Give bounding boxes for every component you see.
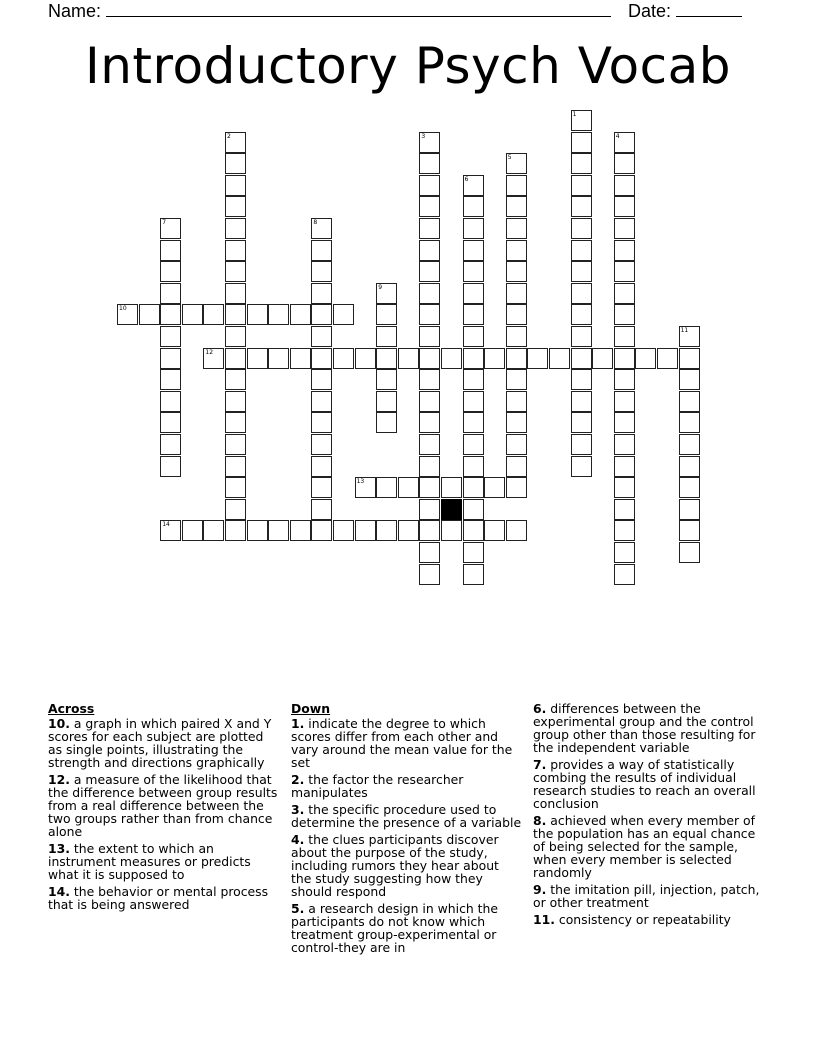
crossword-cell[interactable] (225, 304, 246, 325)
crossword-cell[interactable] (311, 477, 332, 498)
across-clue (48, 885, 280, 911)
crossword-cell[interactable] (463, 196, 484, 217)
clue-number-label: 14. (48, 884, 70, 899)
crossword-cell[interactable] (160, 456, 181, 477)
clue-number-label: 6. (533, 701, 547, 716)
clue-number: 14 (162, 521, 170, 529)
crossword-cell[interactable] (614, 261, 635, 282)
clue-text: the imitation pill, injection, patch, or other treatment (533, 882, 760, 910)
crossword-cell[interactable] (571, 456, 592, 477)
crossword-cell[interactable] (506, 240, 527, 261)
crossword-cell[interactable] (463, 520, 484, 541)
crossword-cell[interactable] (376, 369, 397, 390)
crossword-cell[interactable] (614, 196, 635, 217)
crossword-cell[interactable] (614, 218, 635, 239)
crossword-cell[interactable] (614, 153, 635, 174)
crossword-cell[interactable] (290, 348, 311, 369)
down-clues-col1 (291, 702, 523, 958)
crossword-cell[interactable] (614, 456, 635, 477)
crossword-cell[interactable] (571, 369, 592, 390)
crossword-cell[interactable] (614, 304, 635, 325)
crossword-cell[interactable] (571, 132, 592, 153)
clue-number: 5 (507, 154, 512, 162)
crossword-cell[interactable] (463, 412, 484, 433)
crossword-cell[interactable] (614, 520, 635, 541)
crossword-cell[interactable] (376, 348, 397, 369)
crossword-cell[interactable] (290, 304, 311, 325)
crossword-cell[interactable] (311, 283, 332, 304)
crossword-cell[interactable] (419, 283, 440, 304)
clue-number: 7 (162, 219, 167, 226)
name-blank[interactable] (106, 0, 611, 17)
clue-number-label: 3. (291, 802, 305, 817)
crossword-cell[interactable] (398, 348, 419, 369)
crossword-cell[interactable] (614, 369, 635, 390)
across-heading: Across (48, 701, 95, 716)
crossword-cell[interactable] (419, 456, 440, 477)
crossword-cell[interactable] (225, 499, 246, 520)
crossword-cell[interactable] (441, 477, 462, 498)
crossword-cell[interactable] (376, 304, 397, 325)
crossword-cell[interactable] (679, 391, 700, 412)
clue-number: 2 (227, 132, 231, 140)
crossword-cell[interactable] (506, 153, 527, 174)
crossword-cell[interactable] (398, 477, 419, 498)
clue-text: achieved when every member of the population has an equal chance of being selected for the sample, when every member is selected randomly (533, 813, 756, 880)
crossword-cell[interactable] (506, 348, 527, 369)
crossword-cell[interactable] (463, 348, 484, 369)
clue-text: a graph in which paired X and Y scores for each subject are plotted as single points, illustrating the strength and directions graphically (48, 716, 272, 770)
crossword-cell[interactable] (679, 369, 700, 390)
crossword-cell[interactable] (549, 348, 570, 369)
crossword-cell[interactable] (463, 564, 484, 585)
crossword-cell[interactable] (506, 477, 527, 498)
crossword-cell[interactable] (376, 391, 397, 412)
crossword-cell[interactable] (419, 326, 440, 347)
crossword-cell[interactable] (679, 520, 700, 541)
crossword-cell[interactable] (311, 348, 332, 369)
clue-number: 8 (313, 219, 318, 226)
crossword-cell[interactable] (419, 369, 440, 390)
clue-text: the behavior or mental process that is being answered (48, 884, 269, 912)
crossword-cell[interactable] (376, 326, 397, 347)
page-title: Introductory Psych Vocab (84, 37, 731, 95)
clue-number-label: 5. (291, 901, 305, 916)
crossword-cell[interactable] (225, 218, 246, 239)
clue-number: 4 (615, 132, 620, 140)
clue-number-label: 7. (533, 757, 547, 772)
crossword-cell[interactable] (506, 456, 527, 477)
down-clue (291, 833, 523, 898)
crossword-cell[interactable] (203, 348, 224, 369)
crossword-cell[interactable] (506, 218, 527, 239)
crossword-cell[interactable] (225, 153, 246, 174)
crossword-cell[interactable] (160, 520, 181, 541)
clue-number: 3 (421, 132, 426, 140)
crossword-cell[interactable] (571, 196, 592, 217)
crossword-cell[interactable] (571, 412, 592, 433)
crossword-cell[interactable] (463, 391, 484, 412)
clue-text: provides a way of statistically combing the results of individual research studies to reach an overall conclusion (533, 757, 756, 811)
crossword-cell[interactable] (679, 542, 700, 563)
crossword-cell[interactable] (203, 304, 224, 325)
crossword-cell[interactable] (160, 412, 181, 433)
clue-text: differences between the experimental group and the control group other than those resulting for the independent variable (533, 701, 756, 755)
crossword-cell[interactable] (419, 261, 440, 282)
crossword-cell[interactable] (571, 175, 592, 196)
crossword-cell[interactable] (679, 499, 700, 520)
crossword-cell[interactable] (506, 520, 527, 541)
crossword-cell[interactable] (419, 499, 440, 520)
crossword-cell[interactable] (225, 326, 246, 347)
crossword-cell[interactable] (333, 520, 354, 541)
down-clue (533, 702, 769, 754)
clue-number-label: 11. (533, 912, 555, 927)
clue-text: the clues participants discover about the purpose of the study, including rumors they hear about the study suggesting how they should respond (291, 832, 499, 899)
crossword-cell[interactable] (311, 261, 332, 282)
crossword-cell[interactable] (225, 412, 246, 433)
crossword-cell[interactable] (506, 283, 527, 304)
crossword-cell[interactable] (182, 304, 203, 325)
crossword-cell[interactable] (463, 240, 484, 261)
crossword-cell[interactable] (268, 520, 289, 541)
crossword-cell[interactable] (571, 261, 592, 282)
crossword-cell[interactable] (571, 348, 592, 369)
crossword-cell[interactable] (463, 283, 484, 304)
crossword-cell[interactable] (160, 348, 181, 369)
crossword-cell[interactable] (419, 304, 440, 325)
crossword-cell[interactable] (355, 348, 376, 369)
crossword-cell[interactable] (419, 218, 440, 239)
crossword-cell[interactable] (376, 412, 397, 433)
crossword-cell[interactable] (506, 412, 527, 433)
header (48, 0, 768, 22)
crossword-cell[interactable] (160, 369, 181, 390)
crossword-cell[interactable] (290, 520, 311, 541)
clue-number-label: 1. (291, 716, 305, 731)
crossword-cell[interactable] (614, 434, 635, 455)
clue-number: 1 (572, 111, 577, 118)
crossword-cell[interactable] (419, 542, 440, 563)
down-clue (533, 913, 769, 926)
crossword-cell[interactable] (311, 520, 332, 541)
crossword-cell[interactable] (614, 132, 635, 153)
down-heading: Down (291, 701, 331, 716)
crossword-cell[interactable] (571, 304, 592, 325)
crossword-cell[interactable] (419, 520, 440, 541)
crossword-cell[interactable] (355, 520, 376, 541)
crossword-cell[interactable] (463, 218, 484, 239)
crossword-cell[interactable] (333, 348, 354, 369)
crossword-cell[interactable] (311, 391, 332, 412)
crossword-cell[interactable] (139, 304, 160, 325)
across-clues (48, 702, 280, 915)
crossword-cell[interactable] (419, 348, 440, 369)
crossword-cell[interactable] (160, 261, 181, 282)
crossword-cell[interactable] (311, 456, 332, 477)
clue-text: a measure of the likelihood that the difference between group results from a real difference between the two groups rather than from chance alone (48, 772, 278, 839)
crossword-cell[interactable] (506, 391, 527, 412)
crossword-cell[interactable] (614, 348, 635, 369)
crossword-cell[interactable] (463, 326, 484, 347)
clue-text: consistency or repeatability (554, 912, 731, 927)
crossword-cell[interactable] (419, 412, 440, 433)
crossword-cell[interactable] (484, 477, 505, 498)
crossword-cell[interactable] (506, 304, 527, 325)
down-clues-col2 (533, 702, 769, 930)
crossword-cell[interactable] (225, 434, 246, 455)
crossword-cell[interactable] (160, 304, 181, 325)
crossword-cell[interactable] (311, 218, 332, 239)
down-clue (533, 814, 769, 879)
clue-text: the specific procedure used to determine the presence of a variable (291, 802, 522, 830)
crossword-cell[interactable] (225, 477, 246, 498)
crossword-cell[interactable] (225, 391, 246, 412)
crossword-cell[interactable] (614, 542, 635, 563)
crossword-cell[interactable] (571, 153, 592, 174)
date-blank[interactable] (676, 0, 742, 17)
crossword-cell[interactable] (225, 369, 246, 390)
crossword-cell[interactable] (160, 391, 181, 412)
crossword-cell[interactable] (506, 196, 527, 217)
crossword-cell[interactable] (225, 240, 246, 261)
crossword-cell[interactable] (311, 434, 332, 455)
crossword-cell[interactable] (463, 369, 484, 390)
clue-number: 11 (680, 327, 689, 334)
crossword-cell[interactable] (441, 348, 462, 369)
crossword-cell[interactable] (571, 110, 592, 131)
crossword-cell[interactable] (679, 348, 700, 369)
down-clue (291, 717, 523, 769)
crossword-cell[interactable] (463, 304, 484, 325)
crossword-cell[interactable] (225, 132, 246, 153)
date-label: Date: (628, 1, 672, 21)
crossword-cell[interactable] (506, 434, 527, 455)
crossword-cell[interactable] (614, 326, 635, 347)
crossword-cell[interactable] (225, 456, 246, 477)
clue-number: 13 (356, 478, 365, 486)
crossword-cell[interactable] (311, 412, 332, 433)
crossword-cell[interactable] (527, 348, 548, 369)
crossword-cell[interactable] (571, 283, 592, 304)
crossword-cell[interactable] (333, 304, 354, 325)
crossword-cell[interactable] (311, 304, 332, 325)
down-clue (533, 883, 769, 909)
crossword-cell[interactable] (160, 283, 181, 304)
crossword-cell[interactable] (419, 434, 440, 455)
crossword-cell[interactable] (419, 564, 440, 585)
crossword-cell[interactable] (635, 348, 656, 369)
crossword-cell[interactable] (679, 434, 700, 455)
clue-text: indicate the degree to which scores differ from each other and vary around the mean value for the set (291, 716, 513, 770)
crossword-cell[interactable] (268, 348, 289, 369)
clue-number-label: 2. (291, 772, 305, 787)
crossword-cell[interactable] (225, 261, 246, 282)
crossword-cell[interactable] (571, 326, 592, 347)
clue-number: 9 (378, 283, 383, 291)
crossword-cell[interactable] (225, 283, 246, 304)
crossword-cell[interactable] (441, 520, 462, 541)
crossword-cell[interactable] (679, 456, 700, 477)
clue-text: the extent to which an instrument measures or predicts what it is supposed to (48, 841, 251, 882)
clue-number: 6 (464, 175, 469, 183)
crossword-cell[interactable] (247, 348, 268, 369)
crossword-cell[interactable] (398, 520, 419, 541)
crossword-cell[interactable] (225, 196, 246, 217)
crossword-cell[interactable] (614, 391, 635, 412)
crossword-cell[interactable] (679, 412, 700, 433)
clue-number-label: 10. (48, 716, 70, 731)
crossword-cell[interactable] (160, 240, 181, 261)
crossword-cell[interactable] (506, 175, 527, 196)
name-field[interactable] (48, 0, 611, 21)
down-clue (291, 773, 523, 799)
crossword-cell[interactable] (614, 477, 635, 498)
crossword-cell[interactable] (419, 391, 440, 412)
crossword-cell[interactable] (506, 326, 527, 347)
crossword-cell[interactable] (419, 196, 440, 217)
crossword-cell[interactable] (571, 391, 592, 412)
crossword-cell[interactable] (614, 564, 635, 585)
crossword-cell[interactable] (614, 175, 635, 196)
crossword-cell[interactable] (225, 175, 246, 196)
crossword-cell[interactable] (463, 261, 484, 282)
crossword-cell[interactable] (225, 520, 246, 541)
crossword-cell[interactable] (247, 304, 268, 325)
clue-number-label: 8. (533, 813, 547, 828)
crossword-cell[interactable] (160, 434, 181, 455)
crossword-cell[interactable] (376, 477, 397, 498)
crossword-cell[interactable] (463, 499, 484, 520)
clue-text: a research design in which the participants do not know which treatment group-experimental or control-they are in (291, 901, 499, 955)
crossword-cell[interactable] (614, 499, 635, 520)
crossword-cell[interactable] (463, 477, 484, 498)
crossword-cell[interactable] (311, 326, 332, 347)
crossword-cell[interactable] (571, 434, 592, 455)
across-clue (48, 842, 280, 881)
crossword-cell[interactable] (463, 542, 484, 563)
crossword-cell[interactable] (419, 153, 440, 174)
crossword-cell[interactable] (203, 520, 224, 541)
crossword-cell[interactable] (376, 283, 397, 304)
clue-number-label: 13. (48, 841, 70, 856)
crossword-cell[interactable] (506, 369, 527, 390)
crossword-cell[interactable] (484, 348, 505, 369)
crossword-cell[interactable] (419, 477, 440, 498)
crossword-cell[interactable] (117, 304, 138, 325)
crossword-cell[interactable] (463, 456, 484, 477)
clue-text: the factor the researcher manipulates (291, 772, 464, 800)
crossword-cell[interactable] (463, 434, 484, 455)
crossword-cell[interactable] (571, 218, 592, 239)
crossword-cell[interactable] (419, 240, 440, 261)
across-clue (48, 773, 280, 838)
clue-number-label: 12. (48, 772, 70, 787)
crossword-cell[interactable] (614, 283, 635, 304)
crossword-cell[interactable] (247, 520, 268, 541)
crossword-cell[interactable] (571, 240, 592, 261)
clue-number: 12 (205, 348, 214, 356)
crossword-cell[interactable] (225, 348, 246, 369)
crossword-cell[interactable] (355, 477, 376, 498)
down-clue (291, 902, 523, 954)
date-field[interactable] (628, 0, 742, 21)
crossword-cell[interactable] (419, 132, 440, 153)
crossword-cell[interactable] (311, 240, 332, 261)
crossword-cell[interactable] (484, 520, 505, 541)
crossword-cell[interactable] (160, 326, 181, 347)
down-clue (291, 803, 523, 829)
crossword-cell[interactable] (160, 218, 181, 239)
crossword-cell[interactable] (311, 369, 332, 390)
name-label: Name: (48, 1, 102, 21)
crossword-cell[interactable] (679, 326, 700, 347)
clue-number: 10 (119, 305, 127, 313)
crossword-cell[interactable] (614, 412, 635, 433)
crossword-cell[interactable] (268, 304, 289, 325)
crossword-cell[interactable] (311, 499, 332, 520)
crossword-cell[interactable] (506, 261, 527, 282)
down-clue (533, 758, 769, 810)
crossword-cell[interactable] (182, 520, 203, 541)
crossword-cell[interactable] (463, 175, 484, 196)
crossword-cell[interactable] (419, 175, 440, 196)
across-clue (48, 717, 280, 769)
clue-number-label: 4. (291, 832, 305, 847)
crossword-cell[interactable] (376, 520, 397, 541)
crossword-cell[interactable] (657, 348, 678, 369)
black-cell (441, 499, 462, 520)
crossword-cell[interactable] (592, 348, 613, 369)
crossword-cell[interactable] (679, 477, 700, 498)
clue-number-label: 9. (533, 882, 547, 897)
crossword-cell[interactable] (614, 240, 635, 261)
